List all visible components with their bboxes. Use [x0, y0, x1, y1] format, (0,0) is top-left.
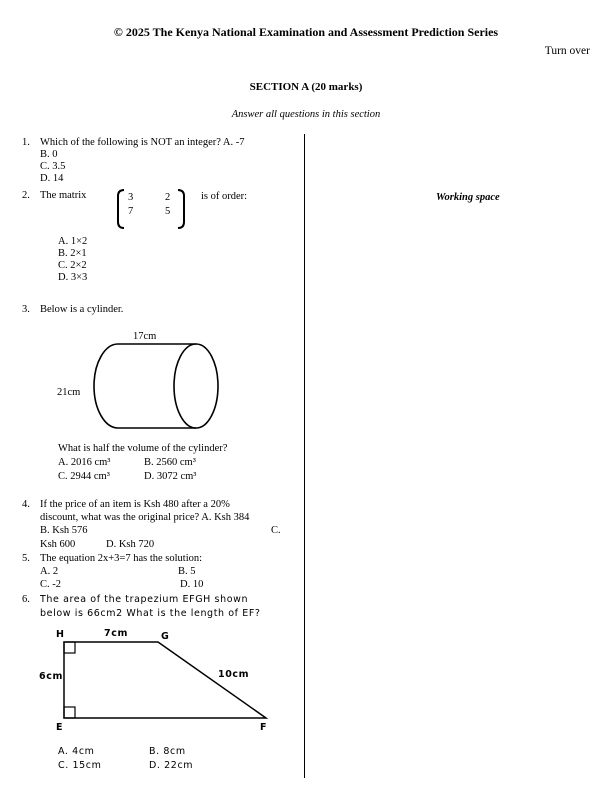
exam-header-title: © 2025 The Kenya National Examination and Assessment Prediction Series — [113, 25, 499, 39]
question-number: 5. — [22, 553, 30, 564]
question-text: If the price of an item is Ksh 480 after a 20% — [40, 499, 230, 510]
vertex-label-g: G — [161, 631, 170, 642]
column-divider — [304, 134, 305, 778]
cylinder-diagram — [90, 342, 224, 432]
section-title: SECTION A (20 marks) — [249, 81, 363, 93]
option: A. 4cm — [58, 746, 95, 757]
option: B. 2560 cm³ — [144, 457, 196, 468]
option: C. 3.5 — [40, 161, 66, 172]
option: D. 3×3 — [58, 272, 88, 283]
vertex-label-h: H — [56, 629, 65, 640]
option: C. 15cm — [58, 760, 102, 771]
option: B. 8cm — [149, 746, 186, 757]
cylinder-diameter-label: 17cm — [133, 331, 157, 342]
vertex-label-e: E — [56, 722, 64, 733]
option: D. 3072 cm³ — [144, 471, 197, 482]
slant-side-label: 10cm — [218, 669, 250, 680]
matrix-cell: 2 — [165, 192, 171, 203]
option: D. Ksh 720 — [106, 539, 155, 550]
question-text: The matrix — [40, 190, 87, 201]
left-side-label: 6cm — [39, 671, 63, 682]
question-text: discount, what was the original price? A. Ksh 384 — [40, 512, 250, 523]
matrix-cell: 3 — [128, 192, 134, 203]
option: D. 10 — [180, 579, 204, 590]
option: B. Ksh 576 — [40, 525, 88, 536]
working-space-label: Working space — [436, 192, 500, 203]
matrix-brackets — [116, 186, 188, 232]
vertex-label-f: F — [260, 722, 268, 733]
question-number: 3. — [22, 304, 30, 315]
option: B. 5 — [178, 566, 196, 577]
question-number: 1. — [22, 137, 30, 148]
option: C. -2 — [40, 579, 61, 590]
option: A. 2016 cm³ — [58, 457, 111, 468]
question-text: Which of the following is NOT an integer? A. -7 — [40, 137, 245, 148]
question-text: is of order: — [201, 191, 248, 202]
matrix-cell: 7 — [128, 206, 134, 217]
question-text: The equation 2x+3=7 has the solution: — [40, 553, 203, 564]
section-instruction: Answer all questions in this section — [231, 109, 381, 120]
cylinder-height-label: 21cm — [57, 387, 81, 398]
trapezium-diagram — [30, 624, 280, 740]
question-number: 6. — [22, 594, 30, 605]
question-text: Below is a cylinder. — [40, 304, 124, 315]
question-text: What is half the volume of the cylinder? — [58, 443, 228, 454]
option: Ksh 600 — [40, 539, 76, 550]
option: D. 14 — [40, 173, 64, 184]
option: B. 2×1 — [58, 248, 87, 259]
option: A. 2 — [40, 566, 59, 577]
matrix-cell: 5 — [165, 206, 171, 217]
option: D. 22cm — [149, 760, 194, 771]
question-number: 2. — [22, 190, 30, 201]
option: A. 1×2 — [58, 236, 88, 247]
option: C. 2×2 — [58, 260, 87, 271]
option: B. 0 — [40, 149, 58, 160]
option: C. 2944 cm³ — [58, 471, 110, 482]
question-text: below is 66cm2 What is the length of EF? — [40, 608, 261, 619]
question-text: The area of the trapezium EFGH shown — [40, 594, 249, 605]
question-number: 4. — [22, 499, 30, 510]
option: C. — [271, 525, 281, 536]
top-side-label: 7cm — [104, 628, 128, 639]
turn-over-label: Turn over — [544, 45, 590, 57]
